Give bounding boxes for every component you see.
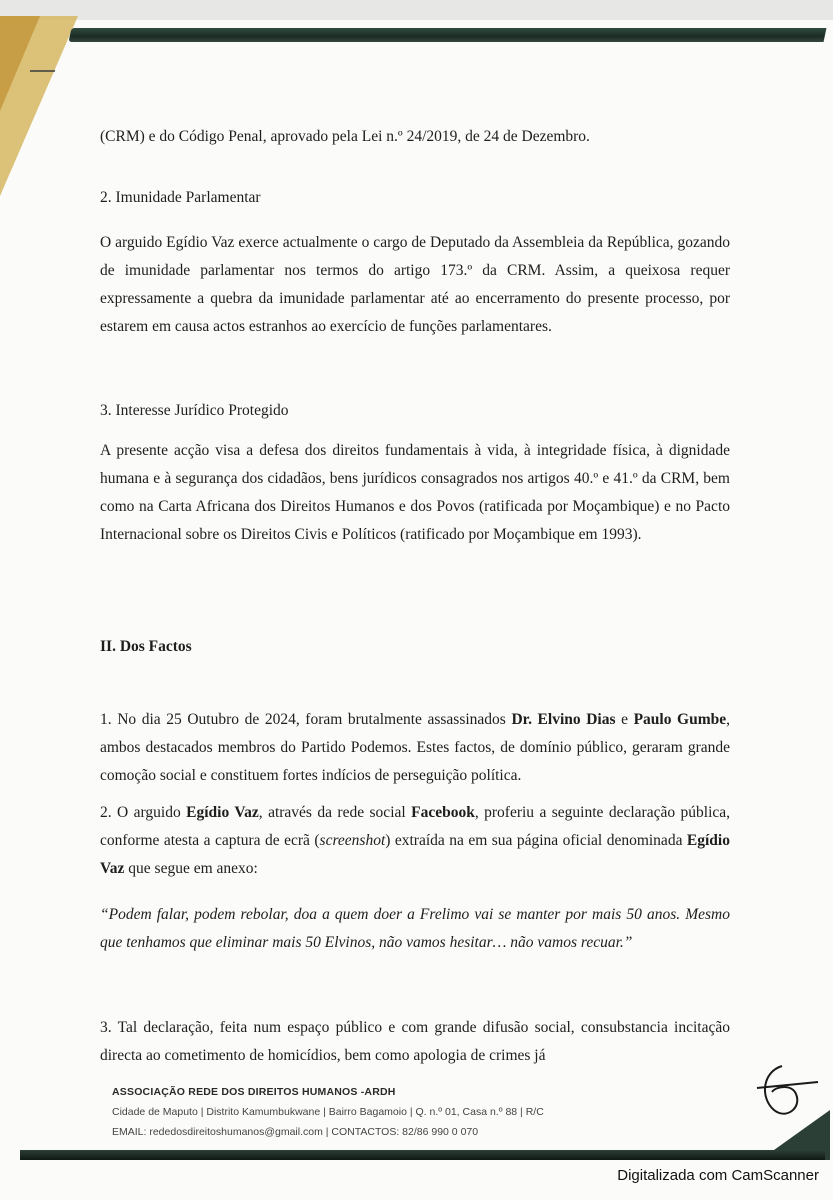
- footer-organization: ASSOCIAÇÃO REDE DOS DIREITOS HUMANOS -ARDH: [112, 1086, 396, 1098]
- scan-top-edge: [0, 0, 833, 20]
- footer-contacts: EMAIL: rededosdireitoshumanos@gmail.com | CONTACTOS: 82/86 990 0 070: [112, 1126, 479, 1138]
- footer-bar: [20, 1150, 825, 1160]
- section-2-heading: 2. Imunidade Parlamentar: [100, 189, 261, 206]
- quoted-declaration: “Podem falar, podem rebolar, doa a quem doer a Frelimo vai se manter por mais 50 anos. Mesmo que tenhamos que eliminar mais 50 Elvinos, não vamos hesitar… não vamos recuar.”: [100, 906, 730, 951]
- section-3-heading: 3. Interesse Jurídico Protegido: [100, 402, 289, 419]
- fact-paragraph-1: 1. No dia 25 Outubro de 2024, foram brutalmente assassinados Dr. Elvino Dias e Paulo Gumbe, ambos destacados membros do Partido Podemos. Estes factos, de domínio público, geraram grande comoção social e constituem fortes indícios de perseguição política.: [100, 711, 731, 784]
- section-3-body: A presente acção visa a defesa dos direitos fundamentais à vida, à integridade física, à dignidade humana e à segurança dos cidadãos, bens jurídicos consagrados nos artigos 40.º e 41.º da CRM, bem como na Carta Africana dos Direitos Humanos e dos Povos (ratificada por Moçambique) e no Pacto Internacional sobre os Direitos Civis e Políticos (ratificado por Moçambique em 1993).: [100, 442, 730, 543]
- header-bar: [69, 28, 827, 42]
- fact-paragraph-2: 2. O arguido Egídio Vaz, através da rede social Facebook, proferiu a seguinte declaração pública, conforme atesta a captura de ecrã (screenshot) extraída na em sua página oficial denominada Egídio Vaz que segue em anexo:: [100, 804, 731, 877]
- fact-paragraph-3: 3. Tal declaração, feita num espaço público e com grande difusão social, consubstancia incitação directa ao cometimento de homicídios, bem como apologia de crimes já: [100, 1019, 730, 1064]
- facts-heading: II. Dos Factos: [100, 638, 192, 655]
- continuation-text: (CRM) e do Código Penal, aprovado pela Lei n.º 24/2019, de 24 de Dezembro.: [100, 128, 590, 145]
- footer-address: Cidade de Maputo | Distrito Kamumbukwane | Bairro Bagamoio | Q. n.º 01, Casa n.º 88 | R/C: [112, 1106, 544, 1118]
- scanner-watermark: Digitalizada com CamScanner: [617, 1167, 819, 1184]
- corner-ornament: [0, 16, 90, 196]
- section-2-body: O arguido Egídio Vaz exerce actualmente o cargo de Deputado da Assembleia da República, gozando de imunidade parlamentar nos termos do artigo 173.º da CRM. Assim, a queixosa requer expressamente a quebra da imunidade parlamentar até ao encerramento do presente processo, por estarem em causa actos estranhos ao exercício de funções parlamentares.: [100, 234, 730, 335]
